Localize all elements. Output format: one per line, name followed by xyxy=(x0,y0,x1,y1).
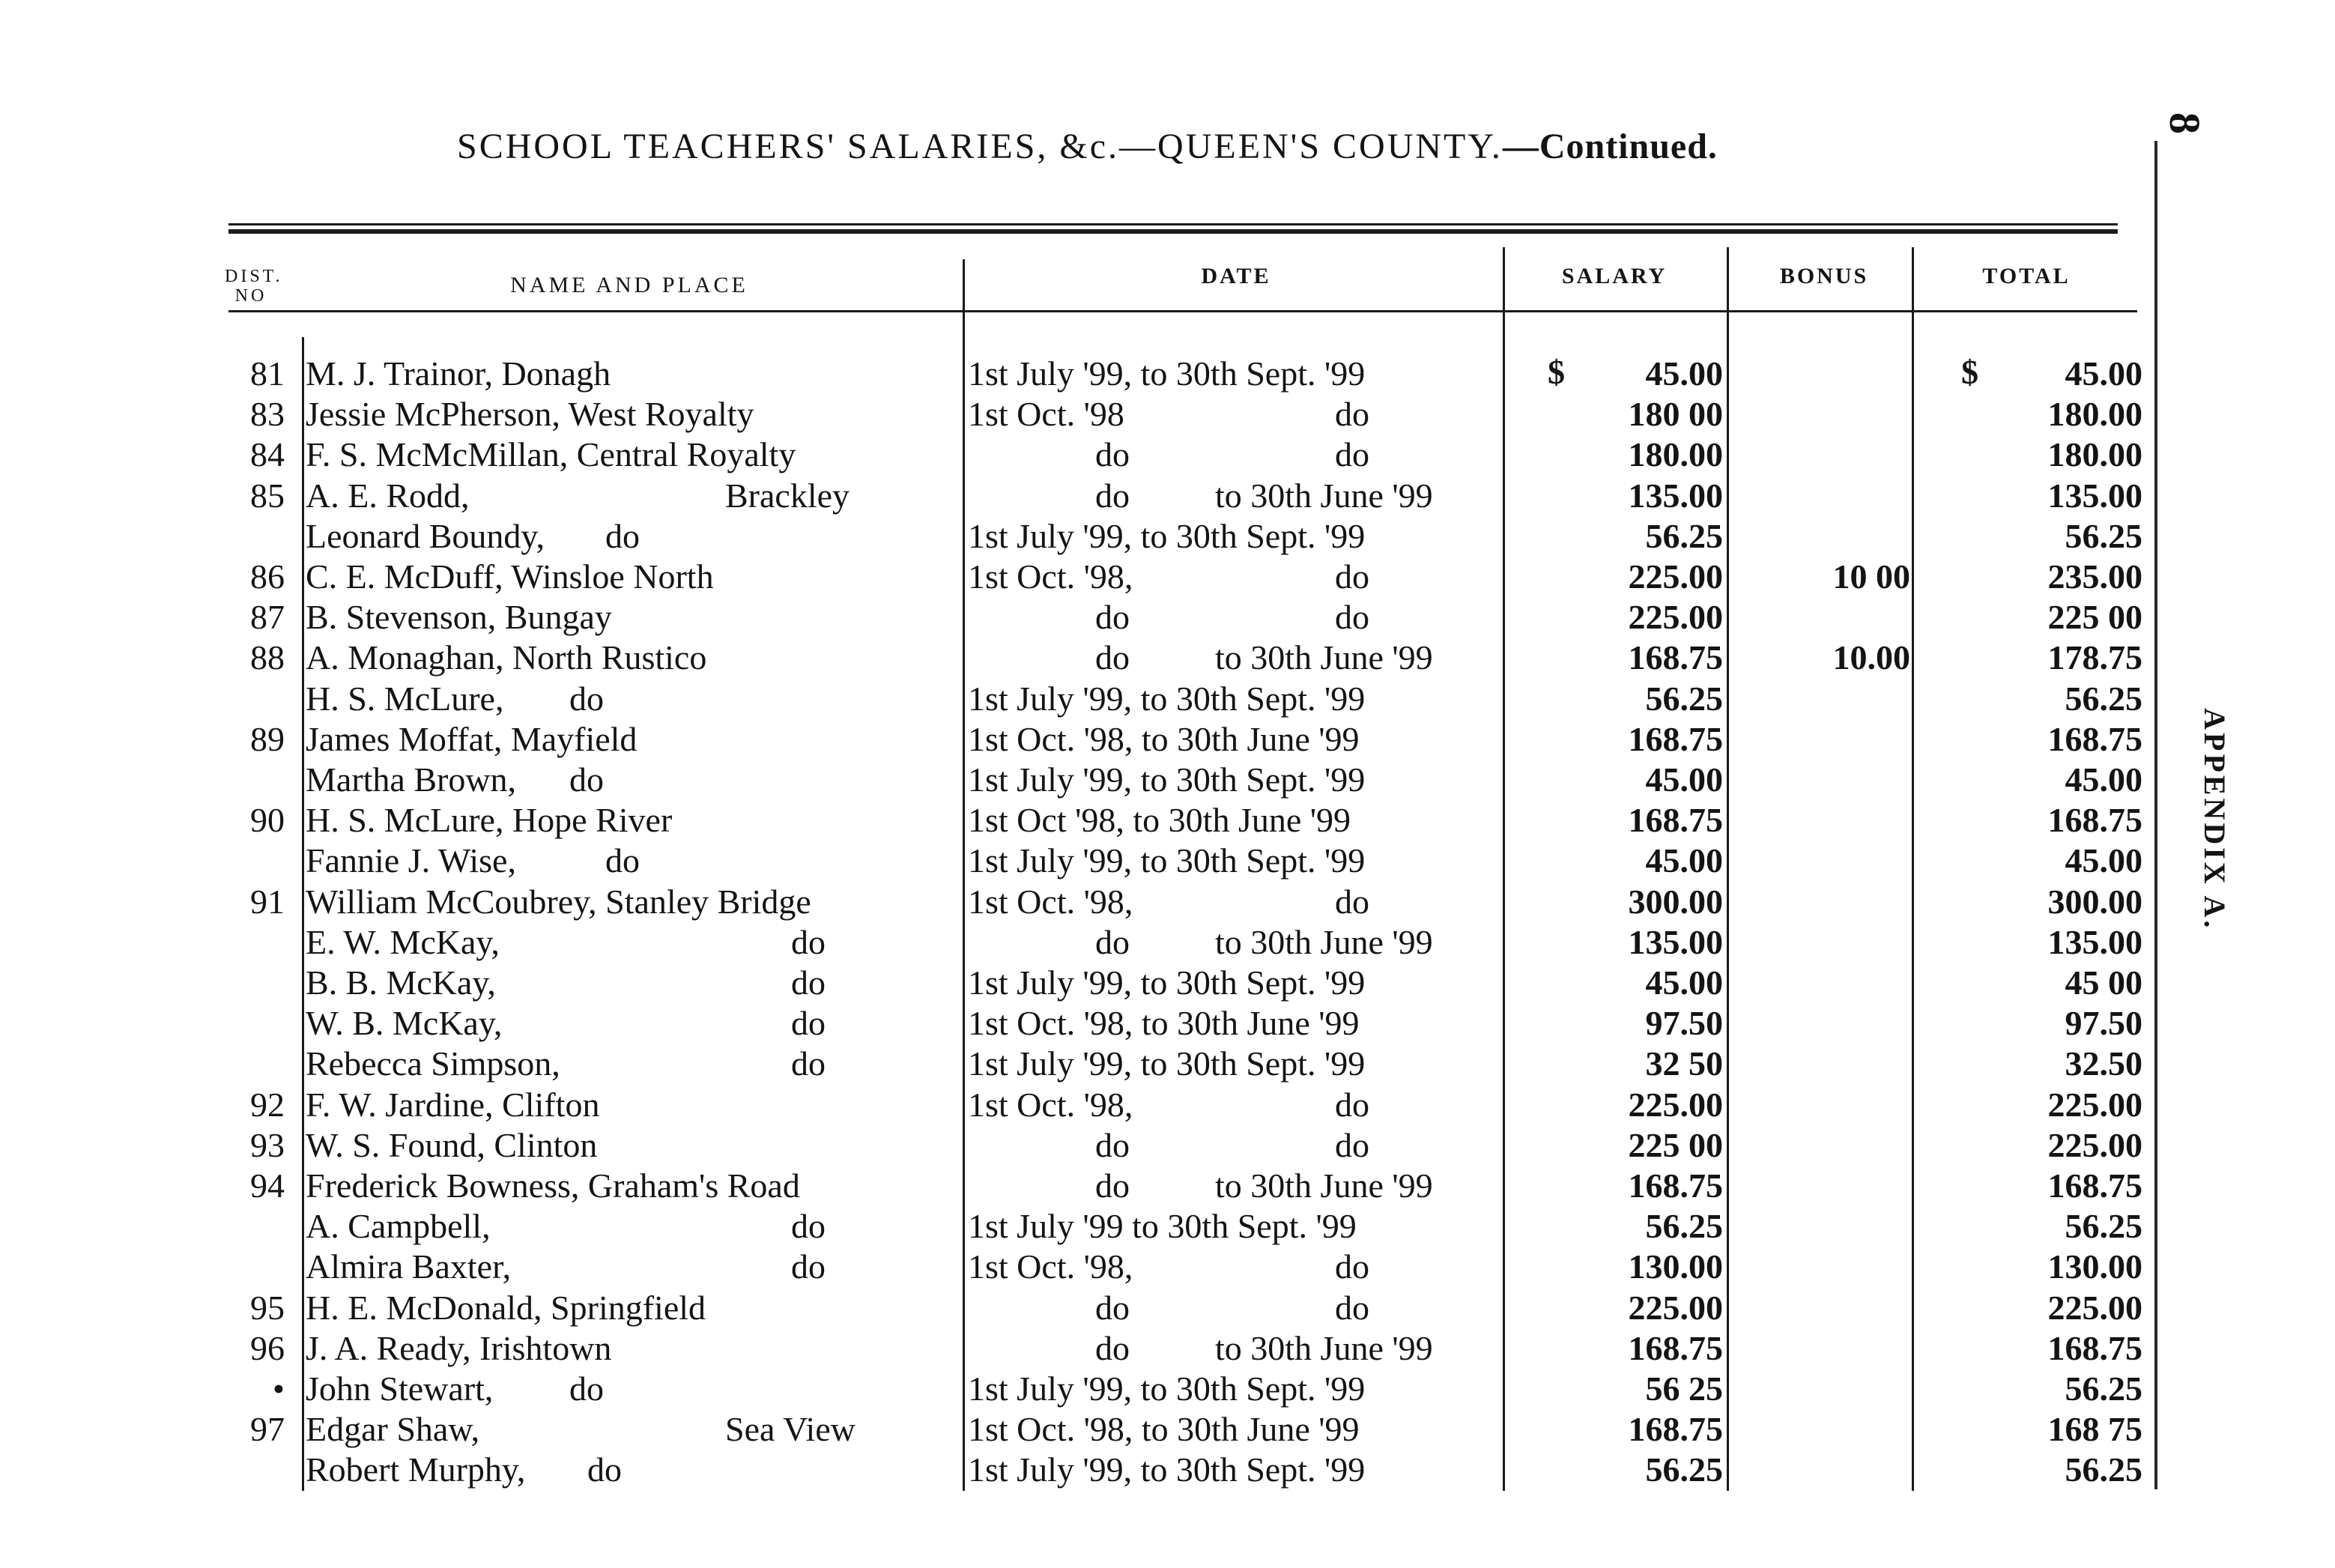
table-row xyxy=(0,394,2157,435)
dist-number: 88 xyxy=(250,638,285,677)
place-name: do xyxy=(569,760,604,799)
name-and-place xyxy=(306,394,957,435)
teacher-name: E. W. McKay, xyxy=(306,922,500,961)
teacher-name: William McCoubrey, Stanley Bridge xyxy=(306,882,811,921)
place-name: do xyxy=(791,1207,826,1246)
dist-number: 97 xyxy=(250,1410,285,1449)
total-value: 135.00 xyxy=(2047,922,2142,961)
date-from: 1st July '99, to 30th Sept. '99 xyxy=(968,679,1366,718)
dist-number: 91 xyxy=(250,882,285,921)
total-value: 56.25 xyxy=(2065,1369,2142,1408)
salary-value: 56.25 xyxy=(1645,516,1723,555)
total-value: 225.00 xyxy=(2047,1085,2142,1124)
date-from: 1st July '99, to 30th Sept. '99 xyxy=(968,354,1366,393)
table-row xyxy=(0,841,2157,881)
total-value: 45.00 xyxy=(2065,760,2142,799)
date-from: 1st Oct. '98, to 30th June '99 xyxy=(968,1004,1360,1043)
place-name: do xyxy=(605,516,640,555)
total-value: 56.25 xyxy=(2065,679,2142,718)
page-number: 8 xyxy=(2160,112,2209,134)
table-row xyxy=(0,557,2157,597)
teacher-name: C. E. McDuff, Winsloe North xyxy=(306,557,714,596)
salary-value: 168.75 xyxy=(1628,801,1723,840)
dist-number: 92 xyxy=(250,1085,285,1124)
date-from: 1st Oct. '98, xyxy=(968,557,1133,596)
table-row xyxy=(0,1450,2157,1490)
dist-number: 93 xyxy=(250,1125,285,1164)
total-value: 235.00 xyxy=(2047,557,2142,596)
dist-number: 83 xyxy=(250,395,285,434)
name-and-place xyxy=(306,1369,957,1409)
name-and-place xyxy=(306,1085,957,1125)
salary-value: 45.00 xyxy=(1645,841,1723,880)
teacher-name: Leonard Boundy, xyxy=(306,516,545,555)
salary-value: 56.25 xyxy=(1645,679,1723,718)
name-and-place xyxy=(306,760,957,800)
salary-value: 56.25 xyxy=(1645,1207,1723,1246)
header-dist xyxy=(225,267,283,306)
currency-symbol-salary: $ xyxy=(1548,353,1565,391)
salary-value: 180.00 xyxy=(1628,435,1723,474)
salary-value: 225.00 xyxy=(1628,1085,1723,1124)
total-value: 225 00 xyxy=(2047,598,2142,637)
bonus-value: 10.00 xyxy=(1832,638,1910,677)
table-row xyxy=(0,516,2157,557)
date-from: do xyxy=(1095,435,1130,474)
teacher-name: Almira Baxter, xyxy=(306,1247,512,1286)
currency-symbol-total: $ xyxy=(1961,353,1978,391)
total-value: 180.00 xyxy=(2047,395,2142,434)
table-row xyxy=(0,476,2157,516)
dist-number: 90 xyxy=(250,801,285,840)
title-main: SCHOOL TEACHERS' SALARIES, &c.—QUEEN'S COUNTY. xyxy=(457,127,1503,166)
date-from: 1st Oct. '98, to 30th June '99 xyxy=(968,1410,1360,1449)
header-date: DATE xyxy=(1201,264,1271,288)
date-from: do xyxy=(1095,598,1130,637)
total-value: 168.75 xyxy=(2047,801,2142,840)
header-top-rule-thin xyxy=(228,223,2118,225)
date-from: do xyxy=(1095,638,1130,677)
name-and-place xyxy=(306,922,957,963)
name-and-place xyxy=(306,597,957,638)
salary-value: 168.75 xyxy=(1628,719,1723,758)
date-to: do xyxy=(1335,557,1369,596)
total-value: 32.50 xyxy=(2065,1044,2142,1083)
total-value: 45 00 xyxy=(2065,963,2142,1002)
date-from: 1st Oct. '98, xyxy=(968,882,1133,921)
place-name: do xyxy=(569,679,604,718)
name-and-place xyxy=(306,1450,957,1490)
place-name: do xyxy=(569,1369,604,1408)
name-and-place xyxy=(306,516,957,557)
teacher-name: Fannie J. Wise, xyxy=(306,841,516,880)
name-and-place xyxy=(306,638,957,678)
dist-number: 87 xyxy=(250,598,285,637)
bonus-value: 10 00 xyxy=(1832,557,1910,596)
table-row xyxy=(0,1044,2157,1084)
teacher-name: H. S. McLure, Hope River xyxy=(306,801,673,840)
place-name: do xyxy=(791,1247,826,1286)
dist-number: 89 xyxy=(250,719,285,758)
total-value: 168.75 xyxy=(2047,719,2142,758)
teacher-name: James Moffat, Mayfield xyxy=(306,719,637,758)
place-name: do xyxy=(605,841,640,880)
date-from: 1st July '99, to 30th Sept. '99 xyxy=(968,841,1366,880)
table-row xyxy=(0,922,2157,963)
name-and-place xyxy=(306,1409,957,1450)
date-from: do xyxy=(1095,1328,1130,1367)
date-from: do xyxy=(1095,1288,1130,1327)
table-row xyxy=(0,1166,2157,1206)
dist-number: 94 xyxy=(250,1166,285,1205)
name-and-place xyxy=(306,719,957,760)
total-value: 168.75 xyxy=(2047,1328,2142,1367)
place-name: Sea View xyxy=(725,1410,855,1449)
total-value: 45.00 xyxy=(2065,841,2142,880)
dist-number: 86 xyxy=(250,557,285,596)
total-value: 56.25 xyxy=(2065,1207,2142,1246)
teacher-name: Jessie McPherson, West Royalty xyxy=(306,395,754,434)
table-row xyxy=(0,1003,2157,1044)
teacher-name: H. S. McLure, xyxy=(306,679,504,718)
name-and-place xyxy=(306,800,957,841)
table-row xyxy=(0,435,2157,475)
salary-value: 130.00 xyxy=(1628,1247,1723,1286)
table-row xyxy=(0,1085,2157,1125)
salary-value: 56 25 xyxy=(1645,1369,1723,1408)
salary-value: 97.50 xyxy=(1645,1004,1723,1043)
header-total: TOTAL xyxy=(1982,264,2071,288)
date-from: 1st Oct. '98, to 30th June '99 xyxy=(968,719,1360,758)
date-to: to 30th June '99 xyxy=(1215,476,1433,515)
teacher-name: M. J. Trainor, Donagh xyxy=(306,354,611,393)
teacher-name: Edgar Shaw, xyxy=(306,1410,480,1449)
table-row xyxy=(0,638,2157,678)
table-row xyxy=(0,800,2157,841)
table-row xyxy=(0,1247,2157,1287)
dist-number: 95 xyxy=(250,1288,285,1327)
table-row xyxy=(0,1328,2157,1369)
salary-value: 168.75 xyxy=(1628,1328,1723,1367)
date-to: do xyxy=(1335,882,1369,921)
date-from: do xyxy=(1095,922,1130,961)
place-name: do xyxy=(791,1044,826,1083)
table-row xyxy=(0,1288,2157,1328)
header-dist-line2: NO xyxy=(234,286,267,306)
total-value: 135.00 xyxy=(2047,476,2142,515)
date-to: to 30th June '99 xyxy=(1215,1166,1433,1205)
salary-value: 45.00 xyxy=(1645,760,1723,799)
table-row xyxy=(0,760,2157,800)
salary-value: 45.00 xyxy=(1645,963,1723,1002)
total-value: 300.00 xyxy=(2047,882,2142,921)
date-from: 1st July '99, to 30th Sept. '99 xyxy=(968,1450,1366,1489)
teacher-name: B. B. McKay, xyxy=(306,963,496,1002)
header-bonus: BONUS xyxy=(1779,264,1869,288)
name-and-place xyxy=(306,1125,957,1166)
name-and-place xyxy=(306,557,957,597)
total-value: 180.00 xyxy=(2047,435,2142,474)
dist-number: • xyxy=(272,1369,285,1408)
place-name: do xyxy=(791,922,826,961)
salary-value: 135.00 xyxy=(1628,476,1723,515)
table-row xyxy=(0,1206,2157,1247)
table-row xyxy=(0,1125,2157,1166)
date-from: 1st July '99, to 30th Sept. '99 xyxy=(968,1369,1366,1408)
teacher-name: B. Stevenson, Bungay xyxy=(306,598,612,637)
salary-value: 300.00 xyxy=(1628,882,1723,921)
teacher-name: A. E. Rodd, xyxy=(306,476,470,515)
total-value: 178.75 xyxy=(2047,638,2142,677)
date-from: 1st July '99, to 30th Sept. '99 xyxy=(968,516,1366,555)
name-and-place xyxy=(306,882,957,922)
place-name: Brackley xyxy=(725,476,850,515)
name-and-place xyxy=(306,1247,957,1287)
name-and-place xyxy=(306,1166,957,1206)
date-from: 1st July '99, to 30th Sept. '99 xyxy=(968,963,1366,1002)
name-and-place xyxy=(306,354,957,394)
name-and-place xyxy=(306,476,957,516)
place-name: do xyxy=(587,1450,622,1489)
name-and-place xyxy=(306,435,957,475)
date-to: to 30th June '99 xyxy=(1215,922,1433,961)
date-to: do xyxy=(1335,1247,1369,1286)
teacher-name: A. Campbell, xyxy=(306,1207,491,1246)
date-from: 1st Oct. '98, xyxy=(968,1085,1133,1124)
salary-value: 168.75 xyxy=(1628,1410,1723,1449)
header-name: NAME AND PLACE xyxy=(510,273,748,297)
dist-number: 96 xyxy=(250,1328,285,1367)
dist-number: 84 xyxy=(250,435,285,474)
name-and-place xyxy=(306,1003,957,1044)
salary-value: 135.00 xyxy=(1628,922,1723,961)
place-name: do xyxy=(791,963,826,1002)
total-value: 168 75 xyxy=(2047,1410,2142,1449)
date-from: do xyxy=(1095,1166,1130,1205)
total-value: 130.00 xyxy=(2047,1247,2142,1286)
date-to: do xyxy=(1335,395,1369,434)
teacher-name: Martha Brown, xyxy=(306,760,517,799)
dist-number: 85 xyxy=(250,476,285,515)
date-from: 1st Oct. '98, xyxy=(968,1247,1133,1286)
teacher-name: Robert Murphy, xyxy=(306,1450,526,1489)
place-name: do xyxy=(791,1004,826,1043)
total-value: 97.50 xyxy=(2065,1004,2142,1043)
salary-value: 225.00 xyxy=(1628,557,1723,596)
total-value: 56.25 xyxy=(2065,1450,2142,1489)
table-row xyxy=(0,597,2157,638)
date-from: 1st Oct '98, to 30th June '99 xyxy=(968,801,1351,840)
name-and-place xyxy=(306,841,957,881)
table-row xyxy=(0,1409,2157,1450)
total-value: 45.00 xyxy=(2065,354,2142,393)
date-from: 1st July '99, to 30th Sept. '99 xyxy=(968,1044,1366,1083)
teacher-name: Frederick Bowness, Graham's Road xyxy=(306,1166,800,1205)
total-value: 168.75 xyxy=(2047,1166,2142,1205)
date-to: to 30th June '99 xyxy=(1215,1328,1433,1367)
date-to: do xyxy=(1335,1125,1369,1164)
date-from: do xyxy=(1095,476,1130,515)
teacher-name: W. B. McKay, xyxy=(306,1004,503,1043)
total-value: 225.00 xyxy=(2047,1288,2142,1327)
salary-value: 32 50 xyxy=(1645,1044,1723,1083)
date-to: do xyxy=(1335,1288,1369,1327)
page-title xyxy=(457,126,1955,167)
name-and-place xyxy=(306,963,957,1003)
table-row xyxy=(0,354,2157,394)
name-and-place xyxy=(306,1328,957,1369)
teacher-name: W. S. Found, Clinton xyxy=(306,1125,598,1164)
date-from: 1st Oct. '98 xyxy=(968,395,1124,434)
header-dist-line1: DIST. xyxy=(225,267,283,286)
teacher-name: John Stewart, xyxy=(306,1369,494,1408)
date-to: do xyxy=(1335,598,1369,637)
salary-value: 168.75 xyxy=(1628,638,1723,677)
appendix-label: APPENDIX A. xyxy=(2198,708,2232,931)
total-value: 225.00 xyxy=(2047,1125,2142,1164)
table-row xyxy=(0,679,2157,719)
title-continued: —Continued. xyxy=(1502,127,1718,166)
date-to: do xyxy=(1335,1085,1369,1124)
total-value: 56.25 xyxy=(2065,516,2142,555)
salary-value: 56.25 xyxy=(1645,1450,1723,1489)
salary-value: 225 00 xyxy=(1628,1125,1723,1164)
dist-number: 81 xyxy=(250,354,285,393)
date-to: do xyxy=(1335,435,1369,474)
table-row xyxy=(0,882,2157,922)
teacher-name: Rebecca Simpson, xyxy=(306,1044,560,1083)
header-salary: SALARY xyxy=(1561,264,1668,288)
header-top-rule-thick xyxy=(228,229,2118,234)
salary-value: 168.75 xyxy=(1628,1166,1723,1205)
name-and-place xyxy=(306,679,957,719)
name-and-place xyxy=(306,1288,957,1328)
date-to: to 30th June '99 xyxy=(1215,638,1433,677)
date-from: 1st July '99, to 30th Sept. '99 xyxy=(968,760,1366,799)
table-row xyxy=(0,963,2157,1003)
salary-value: 45.00 xyxy=(1645,354,1723,393)
salary-value: 225.00 xyxy=(1628,1288,1723,1327)
teacher-name: H. E. McDonald, Springfield xyxy=(306,1288,706,1327)
date-from: 1st July '99 to 30th Sept. '99 xyxy=(968,1207,1357,1246)
teacher-name: F. S. McMcMillan, Central Royalty xyxy=(306,435,796,474)
table-row xyxy=(0,719,2157,760)
teacher-name: J. A. Ready, Irishtown xyxy=(306,1328,612,1367)
date-from: do xyxy=(1095,1125,1130,1164)
name-and-place xyxy=(306,1044,957,1084)
salary-value: 180 00 xyxy=(1628,395,1723,434)
teacher-name: A. Monaghan, North Rustico xyxy=(306,638,707,677)
header-bottom-rule xyxy=(228,310,2137,312)
name-and-place xyxy=(306,1206,957,1247)
teacher-name: F. W. Jardine, Clifton xyxy=(306,1085,600,1124)
table-row xyxy=(0,1369,2157,1409)
salary-value: 225.00 xyxy=(1628,598,1723,637)
